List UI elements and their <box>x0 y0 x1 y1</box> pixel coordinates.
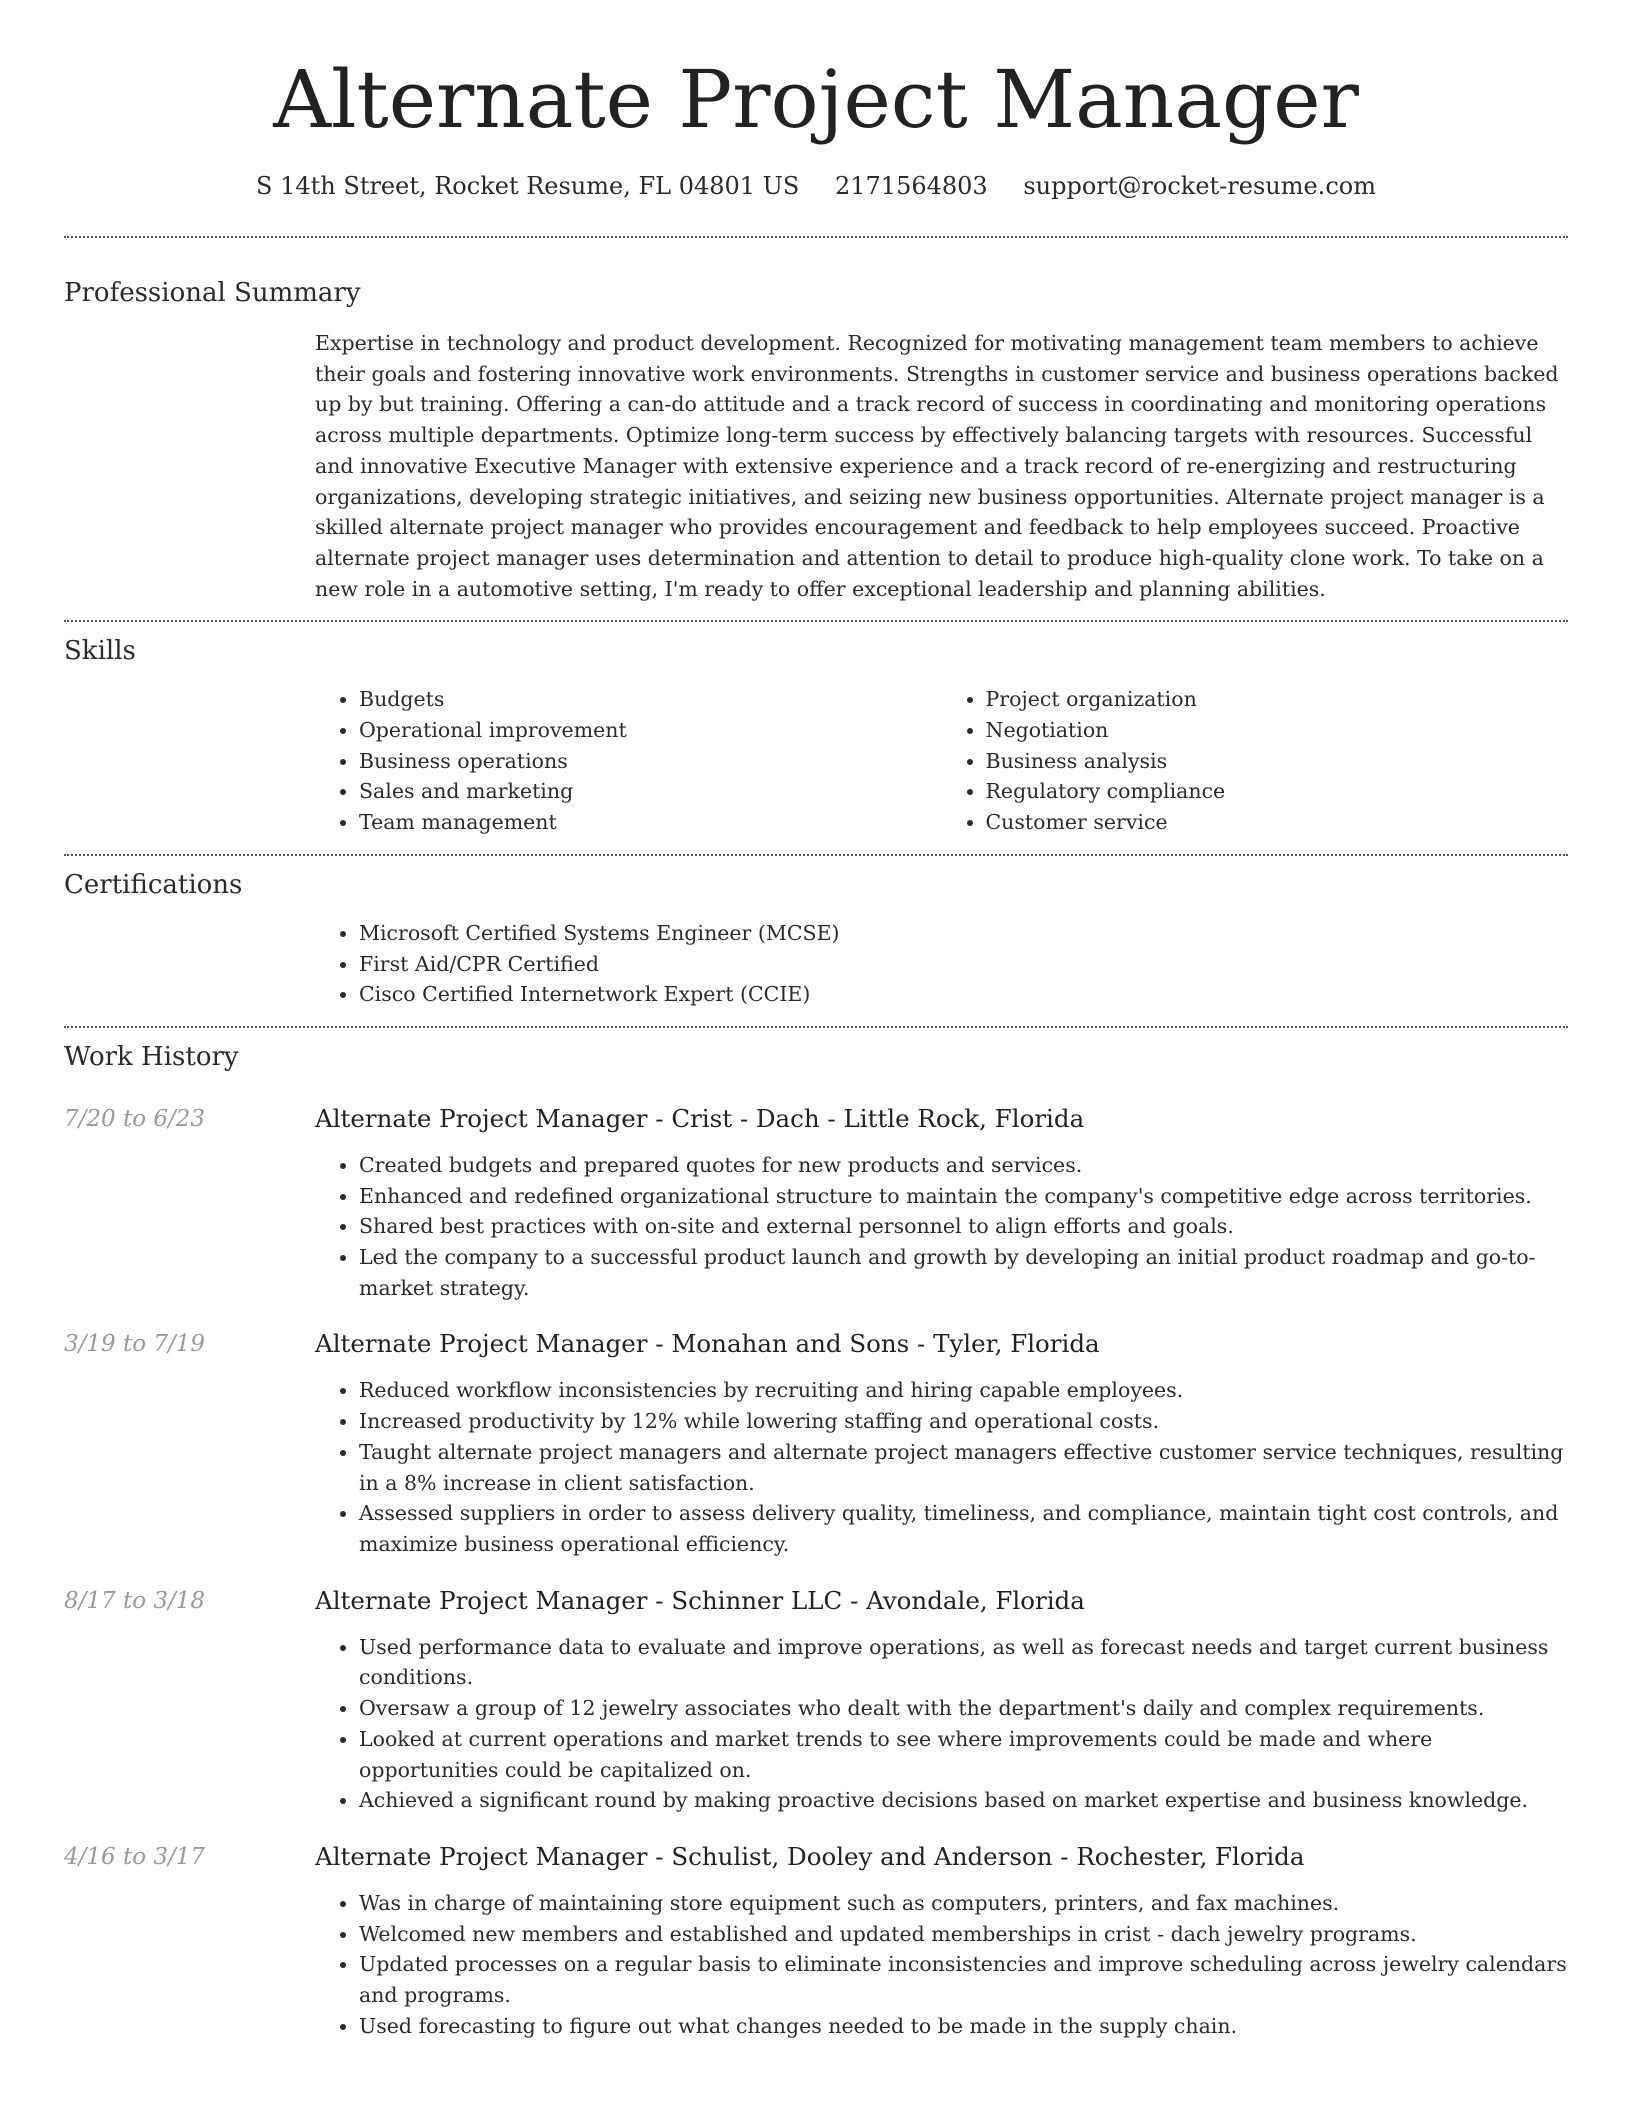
certifications-section <box>64 856 1568 1026</box>
job-dates: 4/16 to 3/17 <box>64 1843 206 1870</box>
list-item: • Updated processes on a regular basis to eliminate inconsistencies and improve scheduling across jewelry calendars and programs. <box>359 1949 1568 2010</box>
skills-list-left <box>315 684 942 838</box>
summary-section <box>64 238 1568 620</box>
list-item: • Budgets <box>359 684 942 715</box>
list-item: • Cisco Certified Internetwork Expert (CCIE) <box>359 979 1568 1010</box>
job-bullets <box>315 1150 1568 1304</box>
list-item: • Assessed suppliers in order to assess delivery quality, timeliness, and compliance, maintain tight cost controls, and maximize business operational efficiency. <box>359 1498 1568 1559</box>
list-item: • Team management <box>359 807 942 838</box>
job-bullets <box>315 1632 1568 1816</box>
email-text: support@rocket-resume.com <box>1023 172 1376 200</box>
list-item: • Was in charge of maintaining store equipment such as computers, printers, and fax machines. <box>359 1888 1568 1919</box>
address-text: S 14th Street, Rocket Resume, FL 04801 US <box>256 172 800 200</box>
certifications-list <box>315 918 1568 1010</box>
job-entry <box>64 1327 1568 1559</box>
job-bullets <box>315 1375 1568 1559</box>
list-item: • Led the company to a successful product launch and growth by developing an initial product roadmap and go-to-market strategy. <box>359 1242 1568 1303</box>
job-body <box>315 1327 1568 1559</box>
job-title: Alternate Project Manager - Crist - Dach - Little Rock, Florida <box>315 1103 1085 1133</box>
job-dates: 8/17 to 3/18 <box>64 1587 206 1614</box>
phone-text: 2171564803 <box>835 172 988 200</box>
list-item: • Shared best practices with on-site and external personnel to align efforts and goals. <box>359 1211 1568 1242</box>
resume-header <box>64 0 1568 202</box>
job-dates: 7/20 to 6/23 <box>64 1105 206 1132</box>
list-item: • Taught alternate project managers and alternate project managers effective customer service techniques, resulting in a 8% increase in client satisfaction. <box>359 1437 1568 1498</box>
job-bullets <box>315 1888 1568 2042</box>
summary-title: Professional Summary <box>64 278 361 308</box>
job-body <box>315 1584 1568 1816</box>
list-item: • Operational improvement <box>359 715 942 746</box>
list-item: • Increased productivity by 12% while lowering staffing and operational costs. <box>359 1406 1568 1437</box>
job-entry <box>64 1840 1568 2042</box>
work-history-section <box>64 1028 1568 2041</box>
skills-section <box>64 622 1568 854</box>
list-item: • Customer service <box>986 807 1569 838</box>
list-item: • Enhanced and redefined organizational structure to maintain the company's competitive edge across territories. <box>359 1181 1568 1212</box>
list-item: • Business operations <box>359 746 942 777</box>
candidate-name: Alternate Project Manager <box>273 53 1359 146</box>
list-item: • Achieved a significant round by making proactive decisions based on market expertise and business knowledge. <box>359 1785 1568 1816</box>
job-title: Alternate Project Manager - Schulist, Dooley and Anderson - Rochester, Florida <box>315 1841 1305 1871</box>
list-item: • Business analysis <box>986 746 1569 777</box>
list-item: • Project organization <box>986 684 1569 715</box>
work-history-title: Work History <box>64 1041 239 1072</box>
summary-text: Expertise in technology and product development. Recognized for motivating management team members to achieve their goals and fostering innovative work environments. Strengths in customer service and business operations backed up by but training. Offering a can-do attitude and a track record of success in coordinating and monitoring operations across multiple departments. Optimize long-term success by effectively balancing targets with resources. Successful and innovative Executive Manager with extensive experience and a track record of re-energizing and restructuring organizations, developing strategic initiatives, and seizing new business opportunities. Alternate project manager is a skilled alternate project manager who provides encouragement and feedback to help employees succeed. Proactive alternate project manager uses determination and attention to detail to produce high-quality clone work. To take on a new role in a automotive setting, I'm ready to offer exceptional leadership and planning abilities. <box>315 331 1559 601</box>
job-body <box>315 1840 1568 2042</box>
job-title: Alternate Project Manager - Monahan and Sons - Tyler, Florida <box>315 1329 1100 1359</box>
skills-list-right <box>942 684 1569 838</box>
job-title: Alternate Project Manager - Schinner LLC - Avondale, Florida <box>315 1585 1085 1615</box>
list-item: • Negotiation <box>986 715 1569 746</box>
job-dates: 3/19 to 7/19 <box>64 1331 206 1358</box>
list-item: • Regulatory compliance <box>986 776 1569 807</box>
job-entry <box>64 1584 1568 1816</box>
list-item: • Oversaw a group of 12 jewelry associates who dealt with the department's daily and complex requirements. <box>359 1693 1568 1724</box>
list-item: • Used performance data to evaluate and improve operations, as well as forecast needs and target current business conditions. <box>359 1632 1568 1693</box>
list-item: • Welcomed new members and established and updated memberships in crist - dach jewelry programs. <box>359 1919 1568 1950</box>
list-item: • Microsoft Certified Systems Engineer (MCSE) <box>359 918 1568 949</box>
list-item: • Sales and marketing <box>359 776 942 807</box>
skills-title: Skills <box>64 636 136 667</box>
job-body <box>315 1102 1568 1304</box>
certifications-list-wrap <box>315 918 1568 1026</box>
certifications-title: Certifications <box>64 869 243 900</box>
list-item: • Created budgets and prepared quotes for new products and services. <box>359 1150 1568 1181</box>
job-entry <box>64 1102 1568 1304</box>
list-item: • Looked at current operations and market trends to see where improvements could be made and where opportunities could be capitalized on. <box>359 1724 1568 1785</box>
contact-line <box>64 170 1568 202</box>
list-item: • Used forecasting to figure out what changes needed to be made in the supply chain. <box>359 2011 1568 2042</box>
list-item: • First Aid/CPR Certified <box>359 949 1568 980</box>
skills-columns <box>315 684 1568 854</box>
list-item: • Reduced workflow inconsistencies by recruiting and hiring capable employees. <box>359 1375 1568 1406</box>
